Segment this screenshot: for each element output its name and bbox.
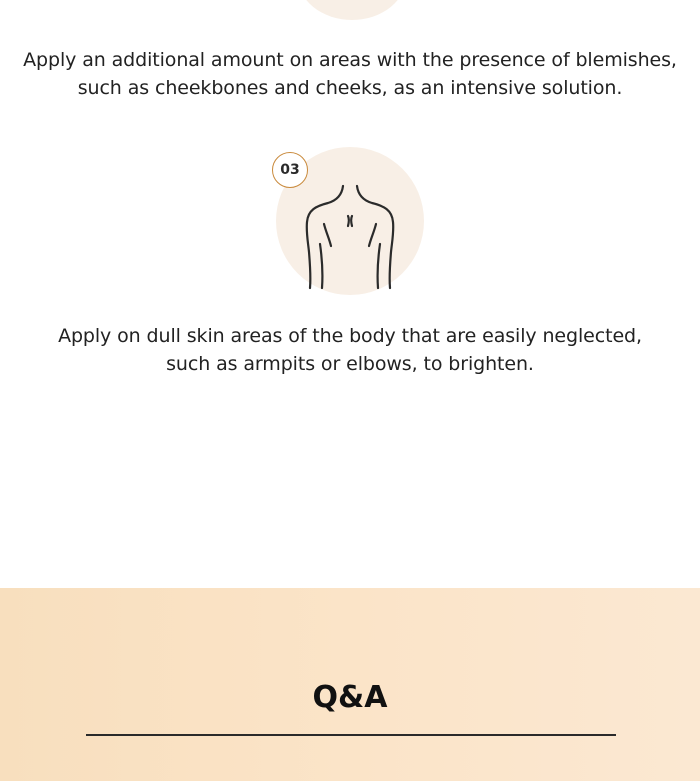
qa-section bbox=[0, 588, 700, 781]
step2-illustration-circle bbox=[297, 0, 407, 20]
step3-description-line: such as armpits or elbows, to brighten. bbox=[166, 353, 534, 375]
step2-description-line: such as cheekbones and cheeks, as an intensive solution. bbox=[77, 77, 623, 99]
step2-description-line: Apply an additional amount on areas with the presence of blemishes, bbox=[23, 49, 677, 71]
back-shoulders-icon bbox=[300, 180, 400, 296]
step3-description-line: Apply on dull skin areas of the body that are easily neglected, bbox=[58, 325, 642, 347]
qa-title: Q&A bbox=[312, 680, 388, 715]
qa-divider bbox=[86, 734, 616, 736]
step2-description bbox=[0, 46, 700, 102]
step3-description bbox=[0, 322, 700, 378]
step3-number-badge: 03 bbox=[272, 152, 308, 188]
